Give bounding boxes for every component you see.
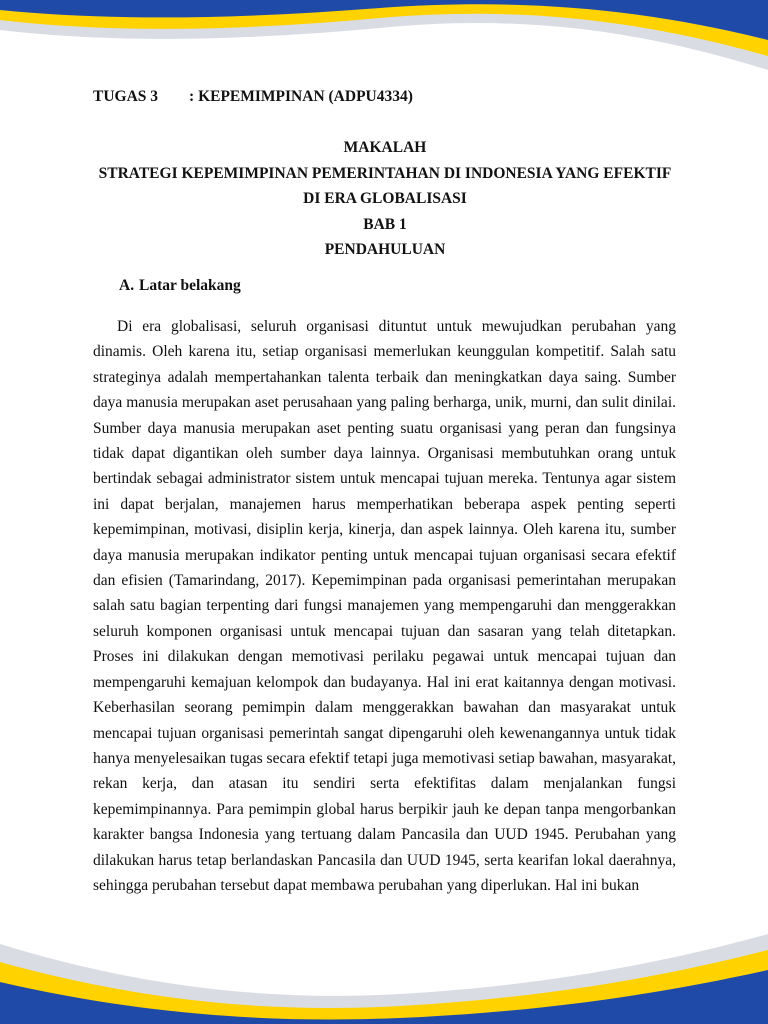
assignment-label: TUGAS 3 bbox=[93, 88, 159, 105]
body-paragraph: Di era globalisasi, seluruh organisasi dituntut untuk mewujudkan perubahan yang dinamis. Oleh karena itu, setiap organisasi memerlukan keunggulan kompetitif. Salah satu strateginya adalah mempertahankan talenta terbaik dan meningkatkan daya saing. Sumber daya manusia merupakan aset perusahaan yang paling berharga, unik, murni, dan sulit dinilai. Sumber daya manusia merupakan aset penting suatu organisasi yang peran dan fungsinya tidak dapat digantikan oleh sumber daya lainnya. Organisasi membutuhkan orang untuk bertindak sebagai administrator sistem untuk mencapai tujuan mereka. Tentunya agar sistem ini dapat berjalan, manajemen harus memperhatikan beberapa aspek penting seperti kepemimpinan, motivasi, disiplin kerja, kinerja, dan aspek lainnya. Oleh karena itu, sumber daya manusia merupakan indikator penting untuk mencapai tujuan organisasi secara efektif dan efisien (Tamarindang, 2017). Kepemimpinan pada organisasi pemerintahan merupakan salah satu bagian terpenting dari fungsi manajemen yang mempengaruhi dan menggerakkan seluruh komponen organisasi untuk mencapai tujuan dan sasaran yang telah ditetapkan. Proses ini dilakukan dengan memotivasi perilaku pegawai untuk mencapai tujuan dan mempengaruhi kemajuan kelompok dan budayanya. Hal ini erat kaitannya dengan motivasi. Keberhasilan seorang pemimpin dalam menggerakkan bawahan dan masyarakat untuk mencapai tujuan organisasi pemerintah sangat dipengaruhi oleh kewenangannya untuk tidak hanya menyelesaikan tugas secara efektif tetapi juga memotivasi setiap bawahan, masyarakat, rekan kerja, dan atasan itu sendiri serta efektifitas dalam menjalankan fungsi kepemimpinannya. Para pemimpin global harus berpikir jauh ke depan tanpa mengorbankan karakter bangsa Indonesia yang tertuang dalam Pancasila dan UUD 1945. Perubahan yang dilakukan harus tetap berlandaskan Pancasila dan UUD 1945, serta kearifan lokal daerahnya, sehingga perubahan tersebut dapat membawa perubahan yang diperlukan. Hal ini bukan bbox=[93, 318, 676, 894]
title-chapter-name: PENDAHULUAN bbox=[324, 241, 446, 259]
section-marker: A. bbox=[119, 277, 135, 294]
assignment-header bbox=[93, 88, 413, 106]
document-titles bbox=[60, 135, 710, 263]
assignment-course: : KEPEMIMPINAN (ADPU4334) bbox=[189, 88, 413, 105]
section-heading-text: Latar belakang bbox=[139, 277, 241, 294]
bottom-wave-decoration bbox=[0, 924, 768, 1024]
title-main: STRATEGI KEPEMIMPINAN PEMERINTAHAN DI INDONESIA YANG EFEKTIF bbox=[98, 164, 672, 182]
title-chapter: BAB 1 bbox=[363, 215, 407, 233]
title-makalah: MAKALAH bbox=[343, 139, 427, 156]
section-heading bbox=[119, 277, 241, 295]
title-subtitle: DI ERA GLOBALISASI bbox=[303, 190, 467, 208]
top-wave-decoration bbox=[0, 0, 768, 90]
